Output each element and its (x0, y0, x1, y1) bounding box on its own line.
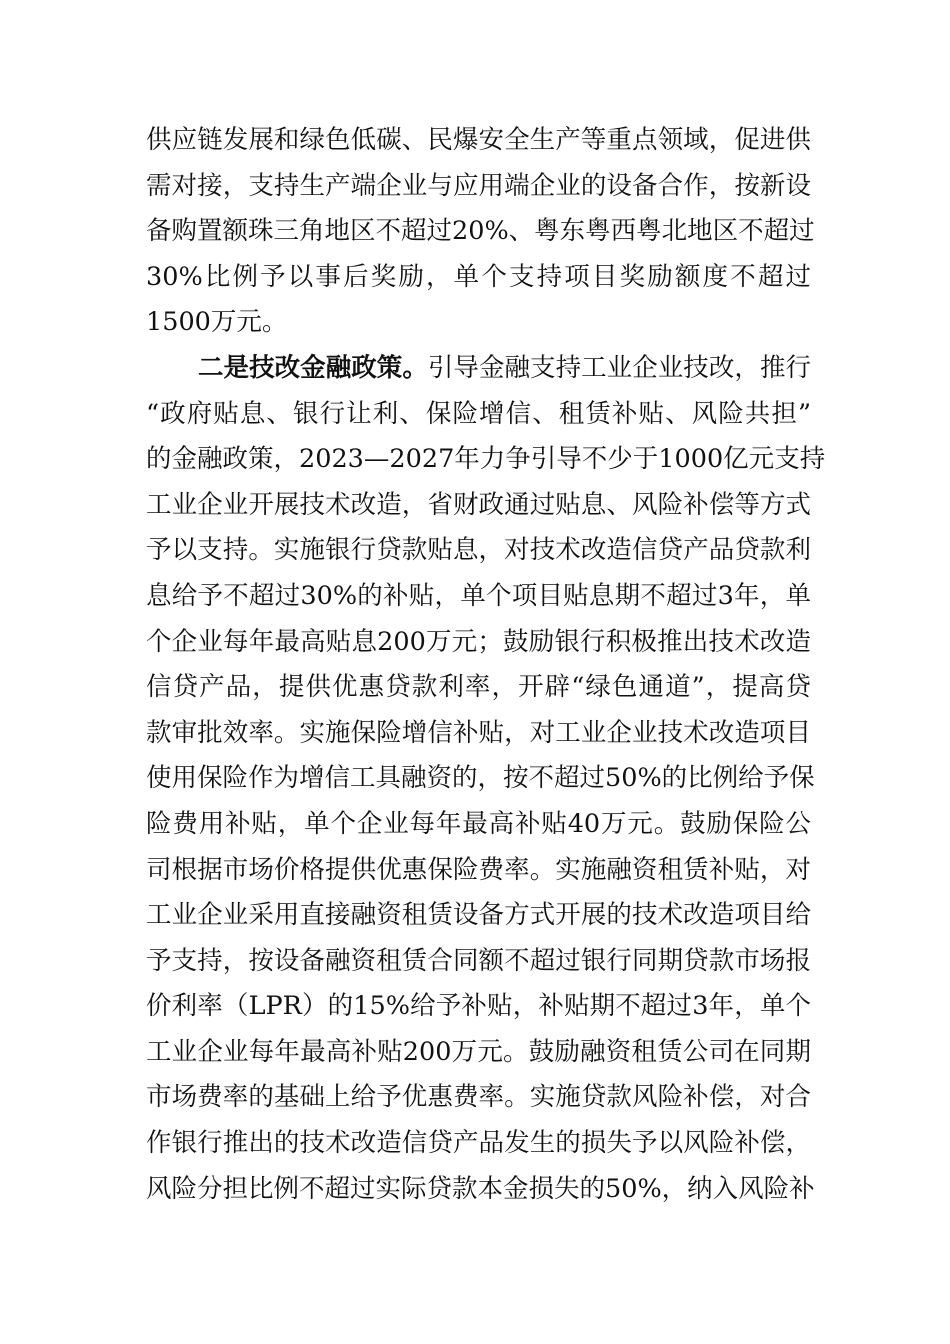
section-heading: 二是技改金融政策。 (198, 352, 428, 383)
paragraph-1 (146, 118, 815, 346)
text-line: 1500万元。 (146, 307, 288, 338)
text-line: 备购置额珠三角地区不超过20%、粤东粤西粤北地区不超过 (146, 216, 815, 247)
text-line: 工业企业采用直接融资租赁设备方式开展的技术改造项目给 (146, 900, 811, 931)
paragraph-2 (146, 346, 826, 1212)
text-line: 工业企业每年最高补贴200万元。鼓励融资租赁公司在同期 (146, 1036, 811, 1067)
text-line: “政府贴息、银行让利、保险增信、租赁补贴、风险共担” (146, 398, 811, 429)
text-line: 风险分担比例不超过实际贷款本金损失的50%，纳入风险补 (146, 1173, 815, 1204)
text-line: 需对接，支持生产端企业与应用端企业的设备合作，按新设 (146, 170, 811, 201)
text-line: 息给予不超过30%的补贴，单个项目贴息期不超过3年，单 (146, 580, 811, 611)
text-line: 工业企业开展技术改造，省财政通过贴息、风险补偿等方式 (146, 489, 811, 520)
text-line: 价利率（LPR）的15%给予补贴，补贴期不超过3年，单个 (146, 991, 811, 1022)
text-line: 供应链发展和绿色低碳、民爆安全生产等重点领域，促进供 (146, 125, 811, 155)
document-body (146, 118, 826, 1212)
text-line: 予以支持。实施银行贷款贴息，对技术改造信贷产品贷款利 (146, 535, 811, 566)
text-line: 的金融政策，2023—2027年力争引导不少于1000亿元支持 (146, 444, 826, 475)
text-segment: 引导金融支持工业企业技改，推行 (427, 352, 811, 383)
text-line: 信贷产品，提供优惠贷款利率，开辟“绿色通道”，提高贷 (146, 672, 811, 703)
text-line: 款审批效率。实施保险增信补贴，对工业企业技术改造项目 (146, 717, 811, 748)
text-line: 作银行推出的技术改造信贷产品发生的损失予以风险补偿， (146, 1128, 811, 1159)
text-line: 使用保险作为增信工具融资的，按不超过50%的比例给予保 (146, 763, 815, 794)
text-line: 个企业每年最高贴息200万元；鼓励银行积极推出技术改造 (146, 626, 811, 657)
text-line: 险费用补贴，单个企业每年最高补贴40万元。鼓励保险公 (146, 808, 811, 839)
text-line: 市场费率的基础上给予优惠费率。实施贷款风险补偿，对合 (146, 1082, 811, 1113)
paragraph-2-first-line (146, 346, 811, 392)
text-line: 30%比例予以事后奖励，单个支持项目奖励额度不超过 (146, 261, 811, 292)
text-line: 予支持，按设备融资租赁合同额不超过银行同期贷款市场报 (146, 945, 811, 976)
text-line: 司根据市场价格提供优惠保险费率。实施融资租赁补贴，对 (146, 854, 811, 885)
